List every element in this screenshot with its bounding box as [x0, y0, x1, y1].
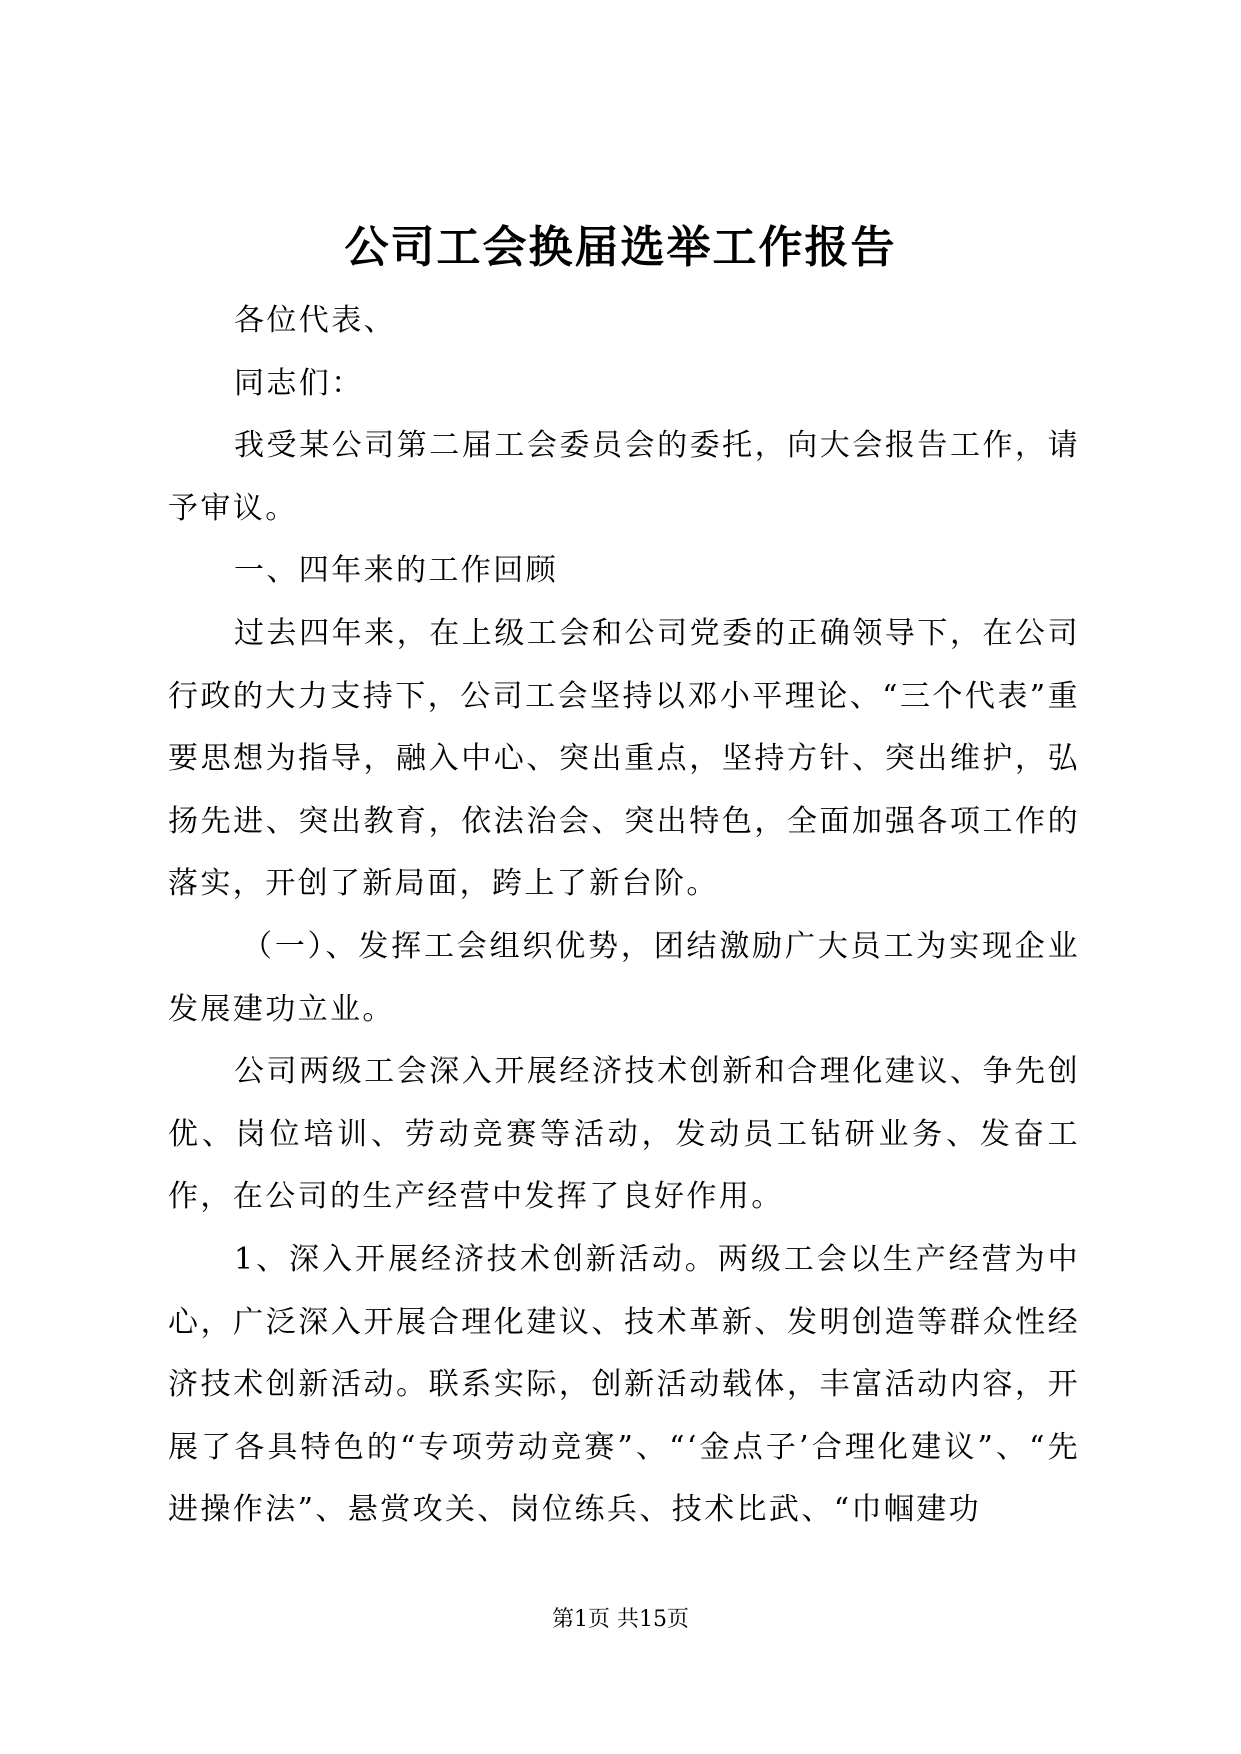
document-title: 公司工会换届选举工作报告 — [344, 222, 897, 273]
page-mid: 页 共 — [588, 1607, 639, 1632]
total-pages-number: 15 — [639, 1607, 667, 1632]
section-heading-1: 一、四年来的工作回顾 — [234, 553, 558, 589]
salutation-line-1: 各位代表、 — [234, 303, 396, 338]
review-paragraph: 过去四年来，在上级工会和公司党委的正确领导下，在公司行政的大力支持下，公司工会坚持以邓小平理论、“三个代表”重要思想为指导，融入中心、突出重点，坚持方针、突出维护，弘扬先进、突出教育，依法治会、突出特色，全面加强各项工作的落实，开创了新局面，跨上了新台阶。 — [168, 615, 1080, 902]
subsection-heading-1: （一）、发挥工会组织优势，团结激励广大员工为实现企业发展建功立业。 — [168, 928, 1080, 1027]
page-suffix: 页 — [667, 1607, 690, 1632]
page-footer — [0, 1605, 1241, 1635]
intro-paragraph: 我受某公司第二届工会委员会的委托，向大会报告工作，请予审议。 — [168, 428, 1080, 526]
item-1-paragraph: 1、深入开展经济技术创新活动。两级工会以生产经营为中心，广泛深入开展合理化建议、技术革新、发明创造等群众性经济技术创新活动。联系实际，创新活动载体，丰富活动内容，开展了各具特色的“专项劳动竞赛”、“‘金点子’合理化建议”、“先进操作法”、悬赏攻关、岗位练兵、技术比武、“巾帼建功 — [168, 1241, 1080, 1528]
current-page-number: 1 — [574, 1607, 588, 1632]
page-prefix: 第 — [551, 1607, 574, 1632]
activities-paragraph: 公司两级工会深入开展经济技术创新和合理化建议、争先创优、岗位培训、劳动竞赛等活动，发动员工钻研业务、发奋工作，在公司的生产经营中发挥了良好作用。 — [168, 1054, 1080, 1215]
document-body — [168, 290, 1080, 1542]
salutation-line-2: 同志们： — [234, 365, 364, 401]
